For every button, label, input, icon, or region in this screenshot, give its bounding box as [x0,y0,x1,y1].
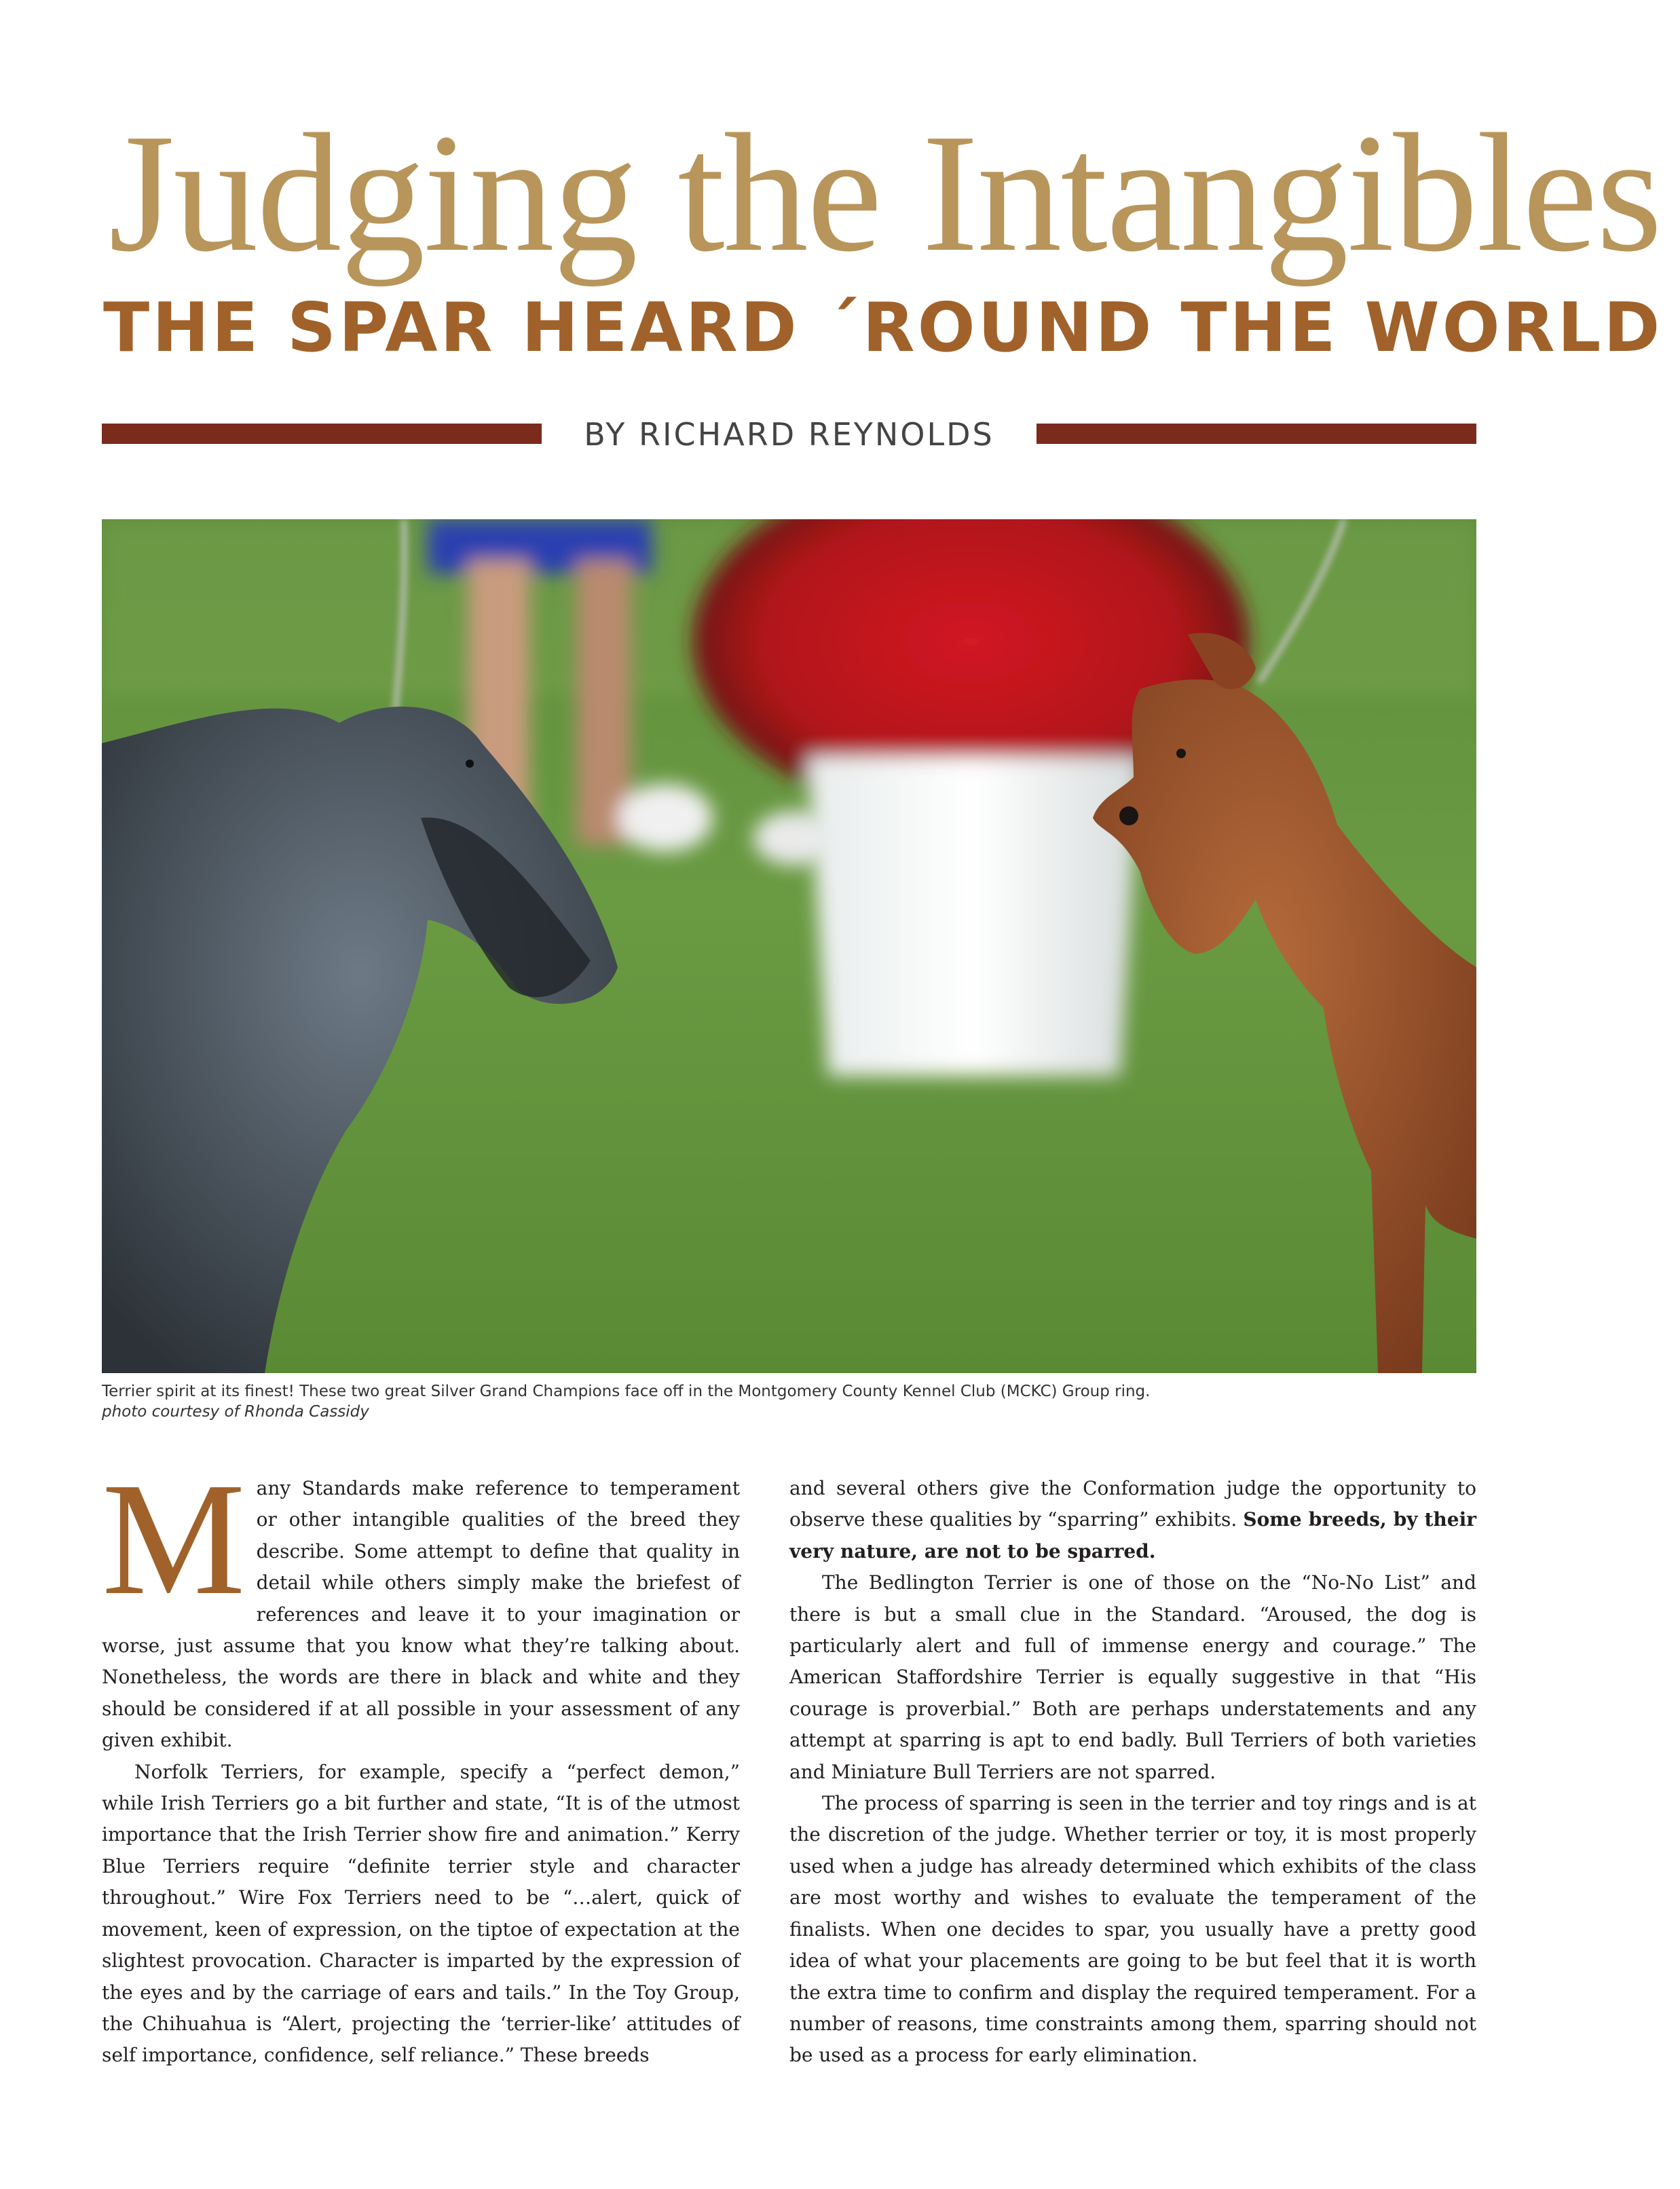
byline-row [102,414,1476,455]
body-paragraph-3-emphasis: Some breeds, by their very nature, are not to be sparred. [789,1508,1476,1563]
drop-cap: M [102,1450,246,1628]
body-paragraph-4: The Bedlington Terrier is one of those on the “No-No List” and there is but a small clue in the Standard. “Aroused, the dog is particularly alert and full of immense energy and courage.” The American Staffordshire Terrier is equally suggestive in that “His courage is proverbial.” Both are perhaps understatements and any attempt at sparring is apt to end badly. Bull Terriers of both varieties and Miniature Bull Terriers are not sparred. [789,1571,1476,1783]
byline-rule-right [1037,424,1476,444]
body-paragraph-1 [102,1450,740,1757]
photo-caption-text: Terrier spirit at its finest! These two great Silver Grand Champions face off in the Montgomery County Kennel Club (MCKC) Group ring. [102,1383,1151,1400]
article-photo [102,519,1476,1373]
body-paragraph-2: Norfolk Terriers, for example, specify a “perfect demon,” while Irish Terriers go a bit further and state, “It is of the utmost importance that the Irish Terrier show fire and animation.” Kerry Blue Terriers require “definite terrier style and character throughout.” Wire Fox Terriers need to be “…alert, quick of movement, keen of expression, on the tiptoe of expectation at the slightest provocation. Character is imparted by the expression of the eyes and by the carriage of ears and tails.” In the Toy Group, the Chihuahua is “Alert, projecting the ‘terrier-like’ attitudes of self importance, confidence, self reliance.” These breeds [102,1760,740,2067]
article-title: Judging the Intangibles [109,99,1662,287]
body-paragraph-3-text: and several others give the Conformation judge the opportunity to observe these qualities by “sparring” exhibits. [789,1477,1476,1531]
body-column-right [789,1473,1476,2072]
byline: BY RICHARD REYNOLDS [584,416,994,453]
body-paragraph-1-text: any Standards make reference to temperament or other intangible qualities of the breed they describe. Some attempt to define that quality in detail while others simply make the briefest of references and leave it to your imagination or worse, just assume that you know what they’re talking about. Nonetheless, the words are there in black and white and they should be considered if at all possible in your assessment of any given exhibit. [102,1477,740,1752]
byline-rule-left [102,424,542,444]
body-column-left [102,1450,740,2072]
body-paragraph-5: The process of sparring is seen in the terrier and toy rings and is at the discretion of the judge. Whether terrier or toy, it is most properly used when a judge has already determined which exhibits of the class are most worthy and wishes to evaluate the temperament of the finalists. When one decides to spar, you usually have a pretty good idea of what your placements are going to be but feel that it is worth the extra time to confirm and display the required temperament. For a number of reasons, time constraints among them, sparring should not be used as a process for early elimination. [789,1792,1476,2067]
body-paragraph-3 [789,1473,1476,1567]
photo-caption [102,1381,1476,1422]
article-subtitle: THE SPAR HEARD ´ROUND THE WORLD [103,288,1663,367]
photo-credit: photo courtesy of Rhonda Cassidy [102,1403,369,1421]
